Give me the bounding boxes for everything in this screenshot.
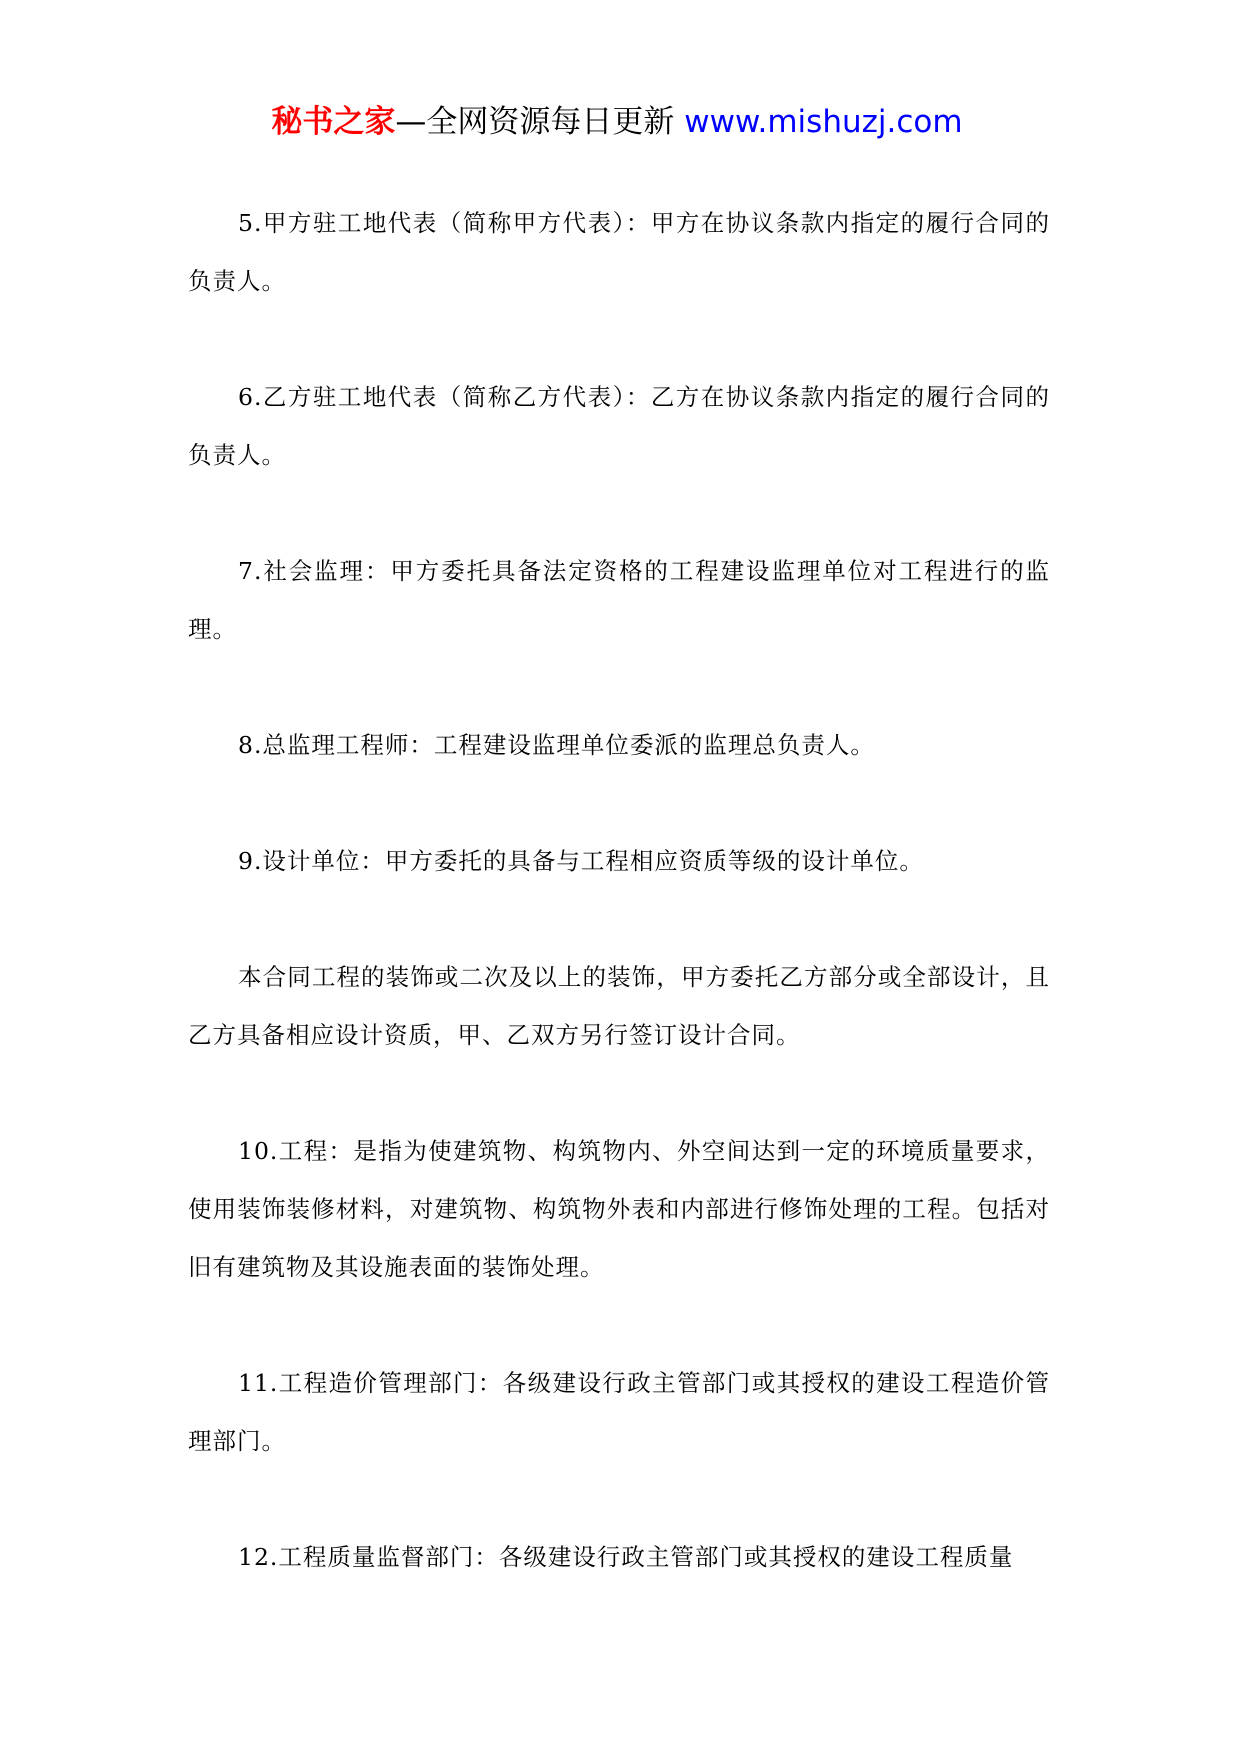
paragraph-item-5: 5.甲方驻工地代表（简称甲方代表）：甲方在协议条款内指定的履行合同的负责人。 — [188, 209, 1050, 295]
header-slogan: —全网资源每日更新 — [395, 104, 675, 140]
paragraph-item-9: 9.设计单位：甲方委托的具备与工程相应资质等级的设计单位。 — [238, 847, 924, 875]
site-url-link[interactable]: www.mishuzj.com — [684, 104, 963, 140]
paragraph-item-8: 8.总监理工程师：工程建设监理单位委派的监理总负责人。 — [238, 731, 875, 759]
paragraph-item-6: 6.乙方驻工地代表（简称乙方代表）：乙方在协议条款内指定的履行合同的负责人。 — [188, 383, 1050, 469]
site-header — [0, 100, 1234, 144]
paragraph-item-11: 11.工程造价管理部门：各级建设行政主管部门或其授权的建设工程造价管理部门。 — [188, 1369, 1050, 1455]
paragraph-item-7: 7.社会监理：甲方委托具备法定资格的工程建设监理单位对工程进行的监理。 — [188, 557, 1050, 643]
paragraph-item-10: 10.工程：是指为使建筑物、构筑物内、外空间达到一定的环境质量要求，使用装饰装修材料，对建筑物、构筑物外表和内部进行修饰处理的工程。包括对旧有建筑物及其设施表面的装饰处理。 — [188, 1137, 1050, 1281]
brand-name: 秘书之家 — [271, 104, 396, 140]
paragraph-item-12: 12.工程质量监督部门：各级建设行政主管部门或其授权的建设工程质量 — [238, 1543, 1014, 1571]
paragraph-design-contract: 本合同工程的装饰或二次及以上的装饰，甲方委托乙方部分或全部设计，且乙方具备相应设计资质，甲、乙双方另行签订设计合同。 — [188, 963, 1050, 1049]
